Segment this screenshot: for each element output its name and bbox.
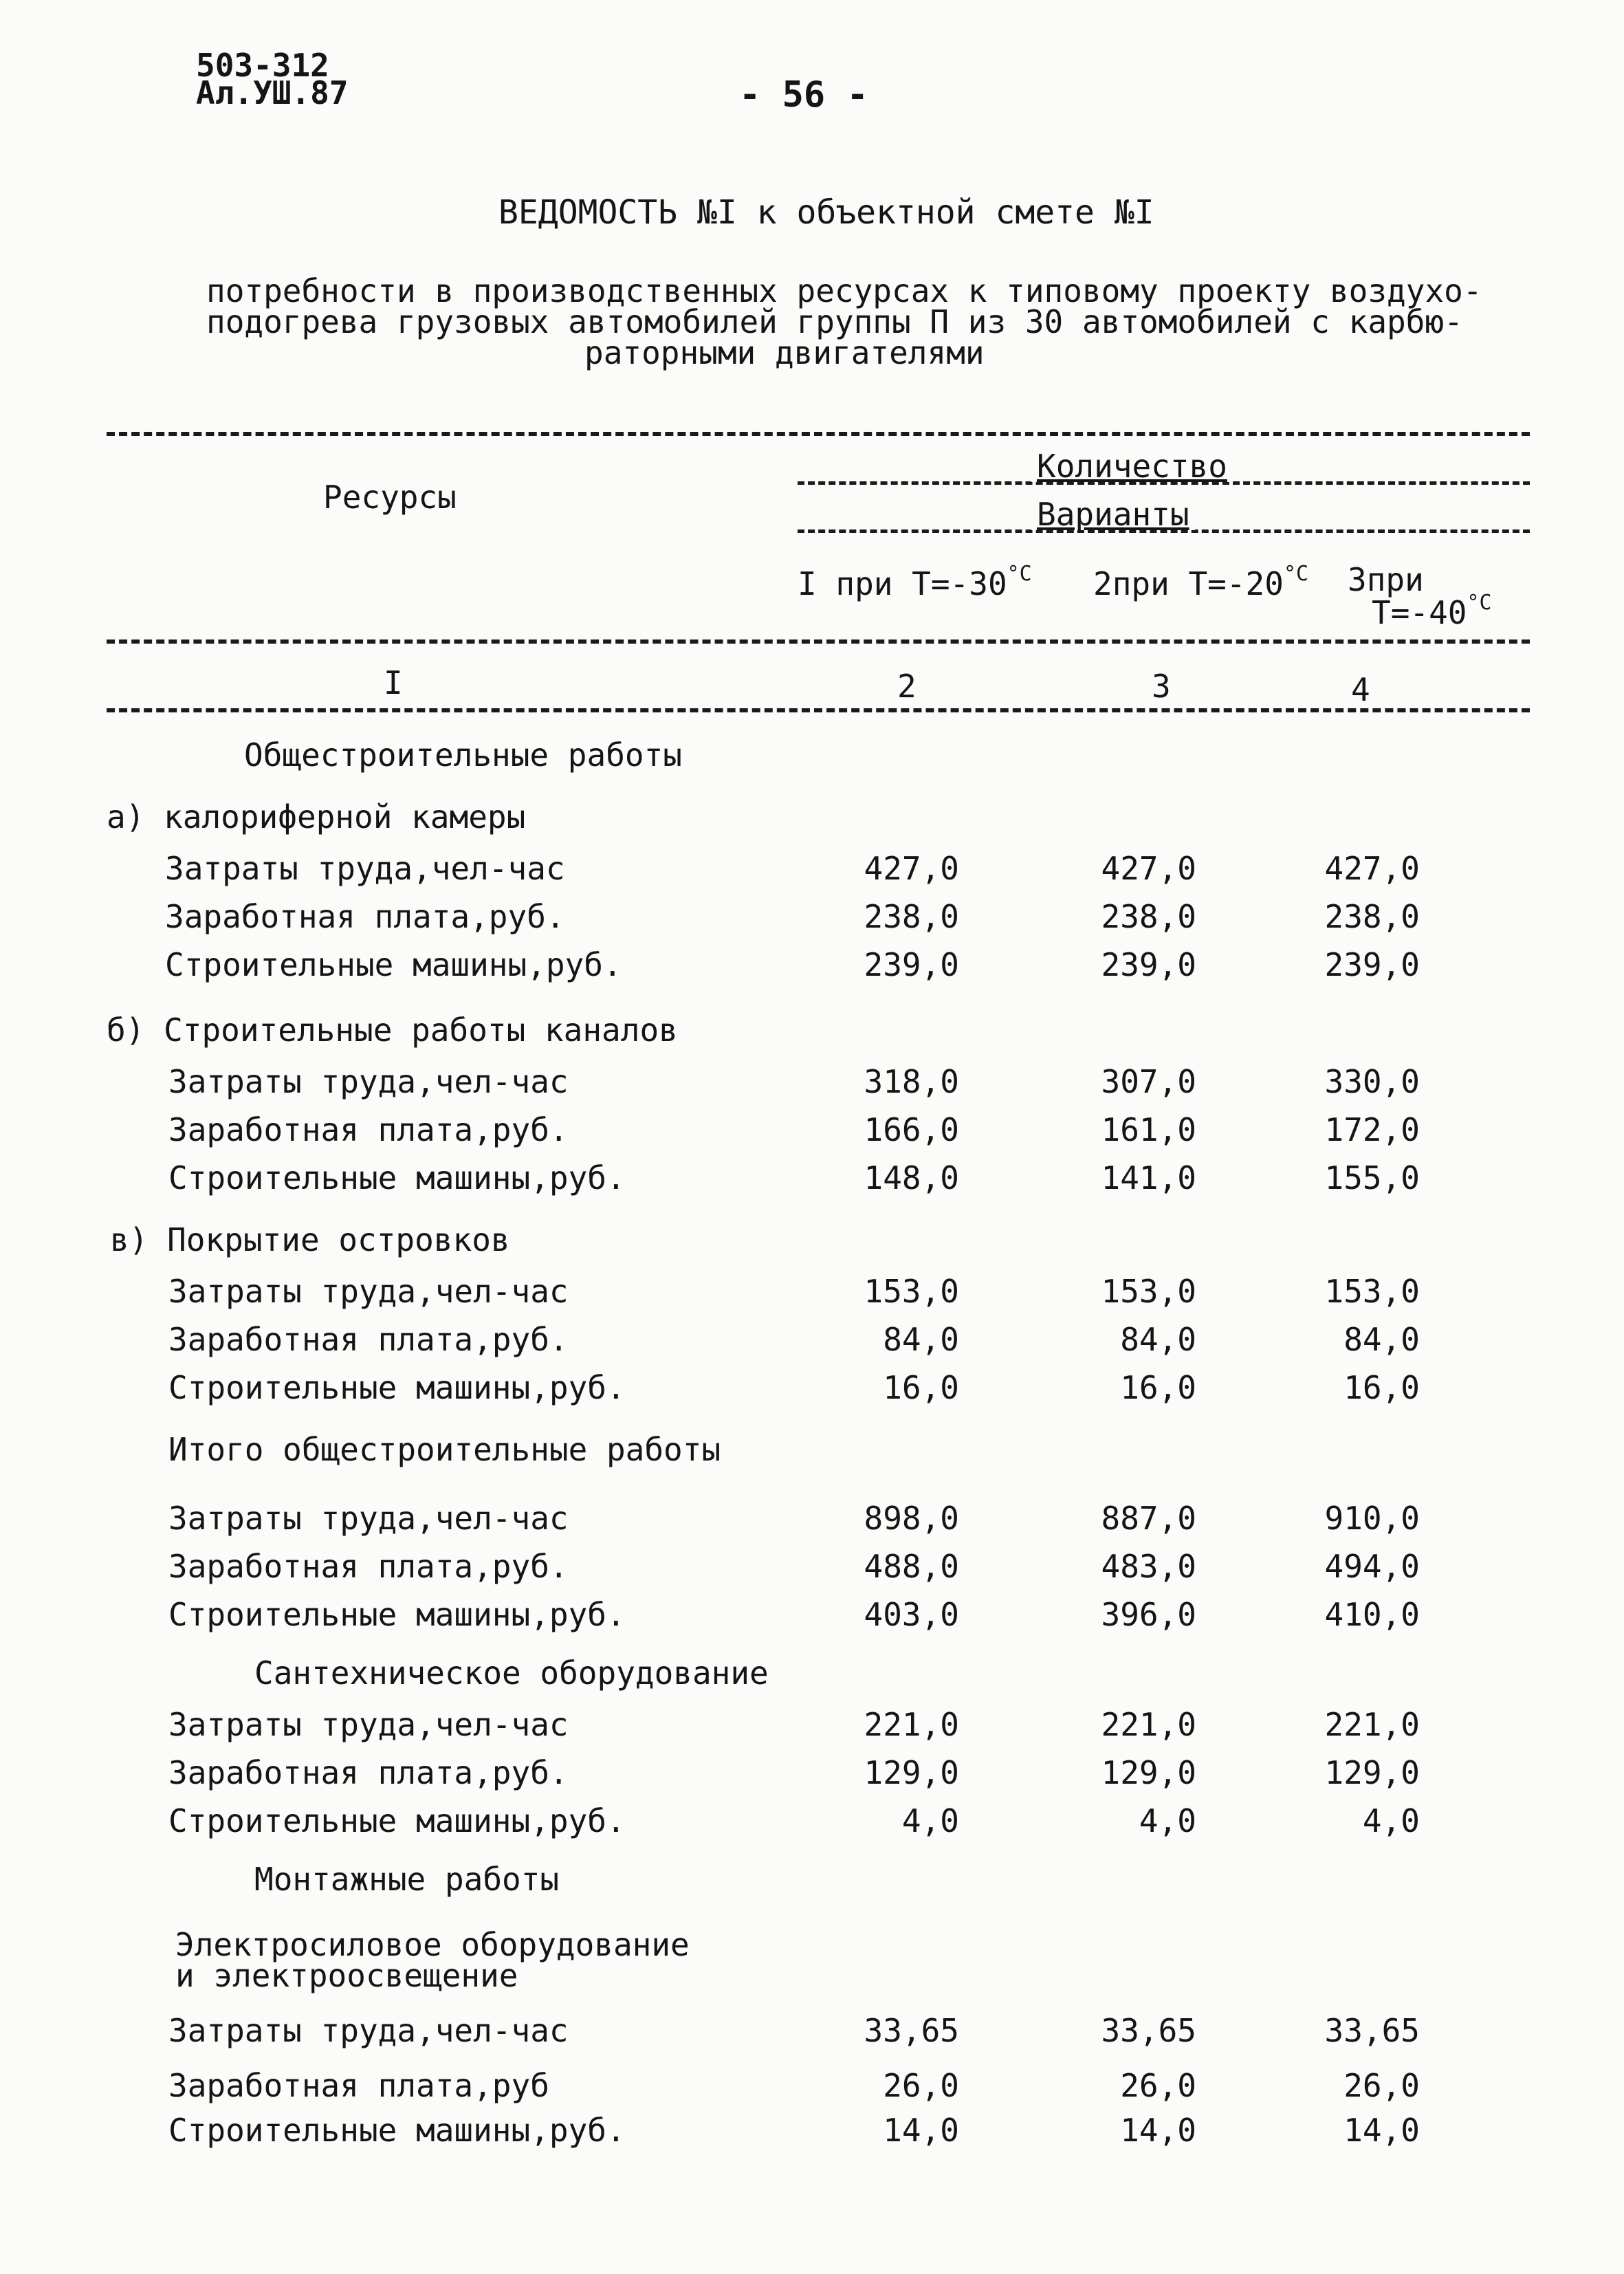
- row-label: Строительные машины,руб.: [168, 1369, 626, 1406]
- value-variant-3: 153,0: [1324, 1273, 1420, 1310]
- subtitle-line-1: потребности в производственных ресурсах к типовому проекту воздухо-: [206, 272, 1482, 309]
- header-variant-2: 2при $Т=-20^{^\circ С}$: [1093, 562, 1308, 602]
- section-v: в) Покрытие островков: [110, 1221, 510, 1258]
- value-variant-3: 4,0: [1362, 1802, 1420, 1839]
- section-b: б) Строительные работы каналов: [107, 1012, 678, 1049]
- value-variant-2: 396,0: [1101, 1596, 1196, 1633]
- row-label: Заработная плата,руб.: [168, 1754, 569, 1791]
- document-code: 503-312: [196, 47, 329, 84]
- row-label: Заработная плата,руб.: [165, 898, 565, 935]
- value-variant-1: 166,0: [864, 1111, 959, 1148]
- row-label: Затраты труда,чел-час: [168, 1706, 569, 1743]
- column-number-1: I: [384, 664, 403, 701]
- row-label: Строительные машины,руб.: [168, 1802, 626, 1839]
- value-variant-1: 129,0: [864, 1754, 959, 1791]
- header-bottom-rule: [107, 639, 1530, 644]
- section-mounting: Монтажные работы: [254, 1861, 560, 1898]
- section-a: а) калориферной камеры: [107, 798, 526, 835]
- row-label: Затраты труда,чел-час: [168, 2012, 569, 2049]
- row-label: Строительные машины,руб.: [168, 2112, 626, 2149]
- subtitle-line-2: подогрева грузовых автомобилей группы П из 30 автомобилей с карбю-: [206, 303, 1463, 340]
- value-variant-1: 403,0: [864, 1596, 959, 1633]
- value-variant-2: 161,0: [1101, 1111, 1196, 1148]
- value-variant-1: 16,0: [883, 1369, 959, 1406]
- header-variant-3-b: $Т=-40^{^\circ С}$: [1372, 591, 1492, 631]
- value-variant-1: 239,0: [864, 946, 959, 983]
- value-variant-2: 238,0: [1101, 898, 1196, 935]
- value-variant-1: 4,0: [901, 1802, 959, 1839]
- value-variant-3: 33,65: [1324, 2012, 1420, 2049]
- row-label: Строительные машины,руб.: [168, 1596, 626, 1633]
- value-variant-1: 488,0: [864, 1548, 959, 1585]
- value-variant-1: 427,0: [864, 850, 959, 887]
- value-variant-3: 221,0: [1324, 1706, 1420, 1743]
- album-code: Ал.УШ.87: [196, 74, 349, 111]
- column-number-rule: [107, 708, 1530, 712]
- column-number-4: 4: [1351, 671, 1370, 708]
- header-resources: Ресурсы: [323, 479, 457, 516]
- section-general: Общестроительные работы: [244, 736, 682, 774]
- header-variants: Варианты: [1031, 499, 1195, 530]
- value-variant-3: 910,0: [1324, 1500, 1420, 1537]
- value-variant-1: 153,0: [864, 1273, 959, 1310]
- value-variant-3: 16,0: [1343, 1369, 1420, 1406]
- value-variant-1: 33,65: [864, 2012, 959, 2049]
- value-variant-2: 483,0: [1101, 1548, 1196, 1585]
- value-variant-2: 4,0: [1139, 1802, 1196, 1839]
- section-electro-line-2: и электроосвещение: [175, 1957, 518, 1994]
- value-variant-1: 318,0: [864, 1063, 959, 1100]
- value-variant-1: 238,0: [864, 898, 959, 935]
- value-variant-3: 172,0: [1324, 1111, 1420, 1148]
- subtitle-line-3: раторными двигателями: [584, 334, 985, 371]
- value-variant-2: 239,0: [1101, 946, 1196, 983]
- value-variant-1: 26,0: [883, 2067, 959, 2104]
- value-variant-2: 427,0: [1101, 850, 1196, 887]
- value-variant-1: 14,0: [883, 2112, 959, 2149]
- value-variant-3: 84,0: [1343, 1321, 1420, 1358]
- value-variant-2: 307,0: [1101, 1063, 1196, 1100]
- row-label: Заработная плата,руб.: [168, 1548, 569, 1585]
- value-variant-3: 427,0: [1324, 850, 1420, 887]
- section-total: Итого общестроительные работы: [168, 1431, 721, 1468]
- header-quantity: Количество: [1031, 450, 1233, 482]
- value-variant-2: 887,0: [1101, 1500, 1196, 1537]
- value-variant-2: 153,0: [1101, 1273, 1196, 1310]
- value-variant-2: 129,0: [1101, 1754, 1196, 1791]
- value-variant-3: 330,0: [1324, 1063, 1420, 1100]
- value-variant-2: 141,0: [1101, 1159, 1196, 1196]
- value-variant-2: 16,0: [1120, 1369, 1196, 1406]
- row-label: Затраты труда,чел-час: [168, 1063, 569, 1100]
- row-label: Заработная плата,руб.: [168, 1321, 569, 1358]
- row-label: Строительные машины,руб.: [168, 1159, 626, 1196]
- row-label: Заработная плата,руб: [168, 2067, 549, 2104]
- header-variant-1: I при $Т=-30^{^\circ С}$: [798, 562, 1032, 602]
- section-sanitary: Сантехническое оборудование: [254, 1654, 769, 1692]
- column-number-2: 2: [897, 668, 917, 705]
- value-variant-3: 129,0: [1324, 1754, 1420, 1791]
- value-variant-3: 155,0: [1324, 1159, 1420, 1196]
- value-variant-3: 238,0: [1324, 898, 1420, 935]
- value-variant-3: 239,0: [1324, 946, 1420, 983]
- value-variant-1: 898,0: [864, 1500, 959, 1537]
- value-variant-3: 26,0: [1343, 2067, 1420, 2104]
- column-number-3: 3: [1152, 668, 1171, 705]
- value-variant-2: 33,65: [1101, 2012, 1196, 2049]
- value-variant-1: 84,0: [883, 1321, 959, 1358]
- row-label: Затраты труда,чел-час: [165, 850, 565, 887]
- value-variant-1: 221,0: [864, 1706, 959, 1743]
- value-variant-2: 14,0: [1120, 2112, 1196, 2149]
- value-variant-3: 14,0: [1343, 2112, 1420, 2149]
- page-number: - 56 -: [739, 74, 868, 116]
- table-top-rule: [107, 432, 1530, 436]
- value-variant-2: 84,0: [1120, 1321, 1196, 1358]
- row-label: Строительные машины,руб.: [165, 946, 622, 983]
- value-variant-2: 221,0: [1101, 1706, 1196, 1743]
- value-variant-3: 410,0: [1324, 1596, 1420, 1633]
- section-electro-line-1: Электросиловое оборудование: [175, 1926, 690, 1963]
- header-variant-3-a: 3при: [1348, 561, 1424, 598]
- row-label: Затраты труда,чел-час: [168, 1273, 569, 1310]
- row-label: Заработная плата,руб.: [168, 1111, 569, 1148]
- document-title: ВЕДОМОСТЬ №I к объектной смете №I: [498, 193, 1154, 232]
- row-label: Затраты труда,чел-час: [168, 1500, 569, 1537]
- value-variant-1: 148,0: [864, 1159, 959, 1196]
- value-variant-3: 494,0: [1324, 1548, 1420, 1585]
- value-variant-2: 26,0: [1120, 2067, 1196, 2104]
